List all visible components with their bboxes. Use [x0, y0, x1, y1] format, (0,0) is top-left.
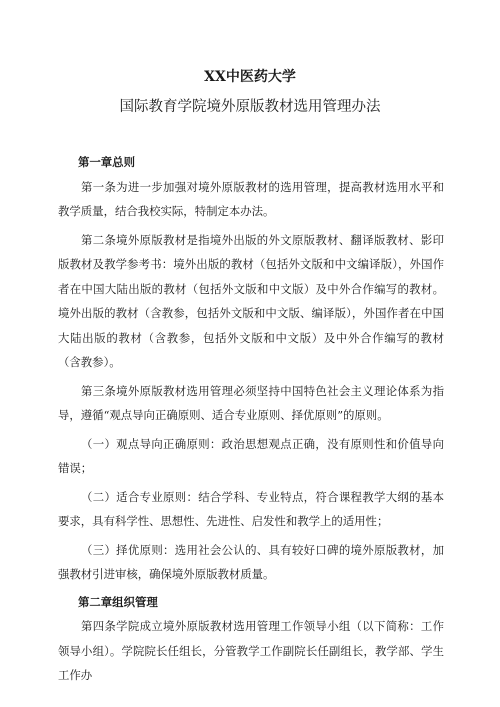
- paragraph: （三）择优原则：选用社会公认的、具有较好口碑的境外原版教材，加强教材引进审核，确保境外原版教材质量。: [58, 542, 444, 581]
- paragraph: （一）观点导向正确原则：政治思想观点正确，没有原则性和价值导向错误；: [58, 436, 444, 475]
- document-body: [58, 150, 444, 692]
- document-title: XX中医药大学: [204, 69, 296, 85]
- paragraph: （二）适合专业原则：结合学科、专业特点，符合课程教学大纲的基本要求，具有科学性、思想性、先进性、启发性和教学上的适用性；: [58, 489, 444, 528]
- paragraph: 第四条学院成立境外原版教材选用管理工作领导小组（以下简称：工作领导小组）。学院院长任组长，分管教学工作副院长任副组长，教学部、学生工作办: [58, 619, 444, 682]
- paragraph: 第一条为进一步加强对境外原版教材的选用管理，提高教材选用水平和教学质量，结合我校实际，特制定本办法。: [58, 179, 444, 218]
- paragraph: 第三条境外原版教材选用管理必须坚持中国特色社会主义理论体系为指导，遵循“观点导向正确原则、适合专业原则、择优原则”的原则。: [58, 383, 444, 422]
- chapter-heading: 第二章组织管理: [78, 594, 158, 609]
- chapter-heading: 第一章总则: [78, 155, 135, 169]
- paragraph: 第二条境外原版教材是指境外出版的外文原版教材、翻译版教材、影印版教材及教学参考书：境外出版的教材（包括外文版和中文编译版），外国作者在中国大陆出版的教材（包括外文版和中文版）及中外合作编写的教材。境外出版的教材（含教参，包括外文版和中文版、编译版），外国作者在中国大陆出版的教材（含教参，包括外文版和中文版）及中外合作编写的教材（含教参）。: [58, 232, 444, 369]
- document-subtitle: 国际教育学院境外原版教材选用管理办法: [119, 99, 381, 115]
